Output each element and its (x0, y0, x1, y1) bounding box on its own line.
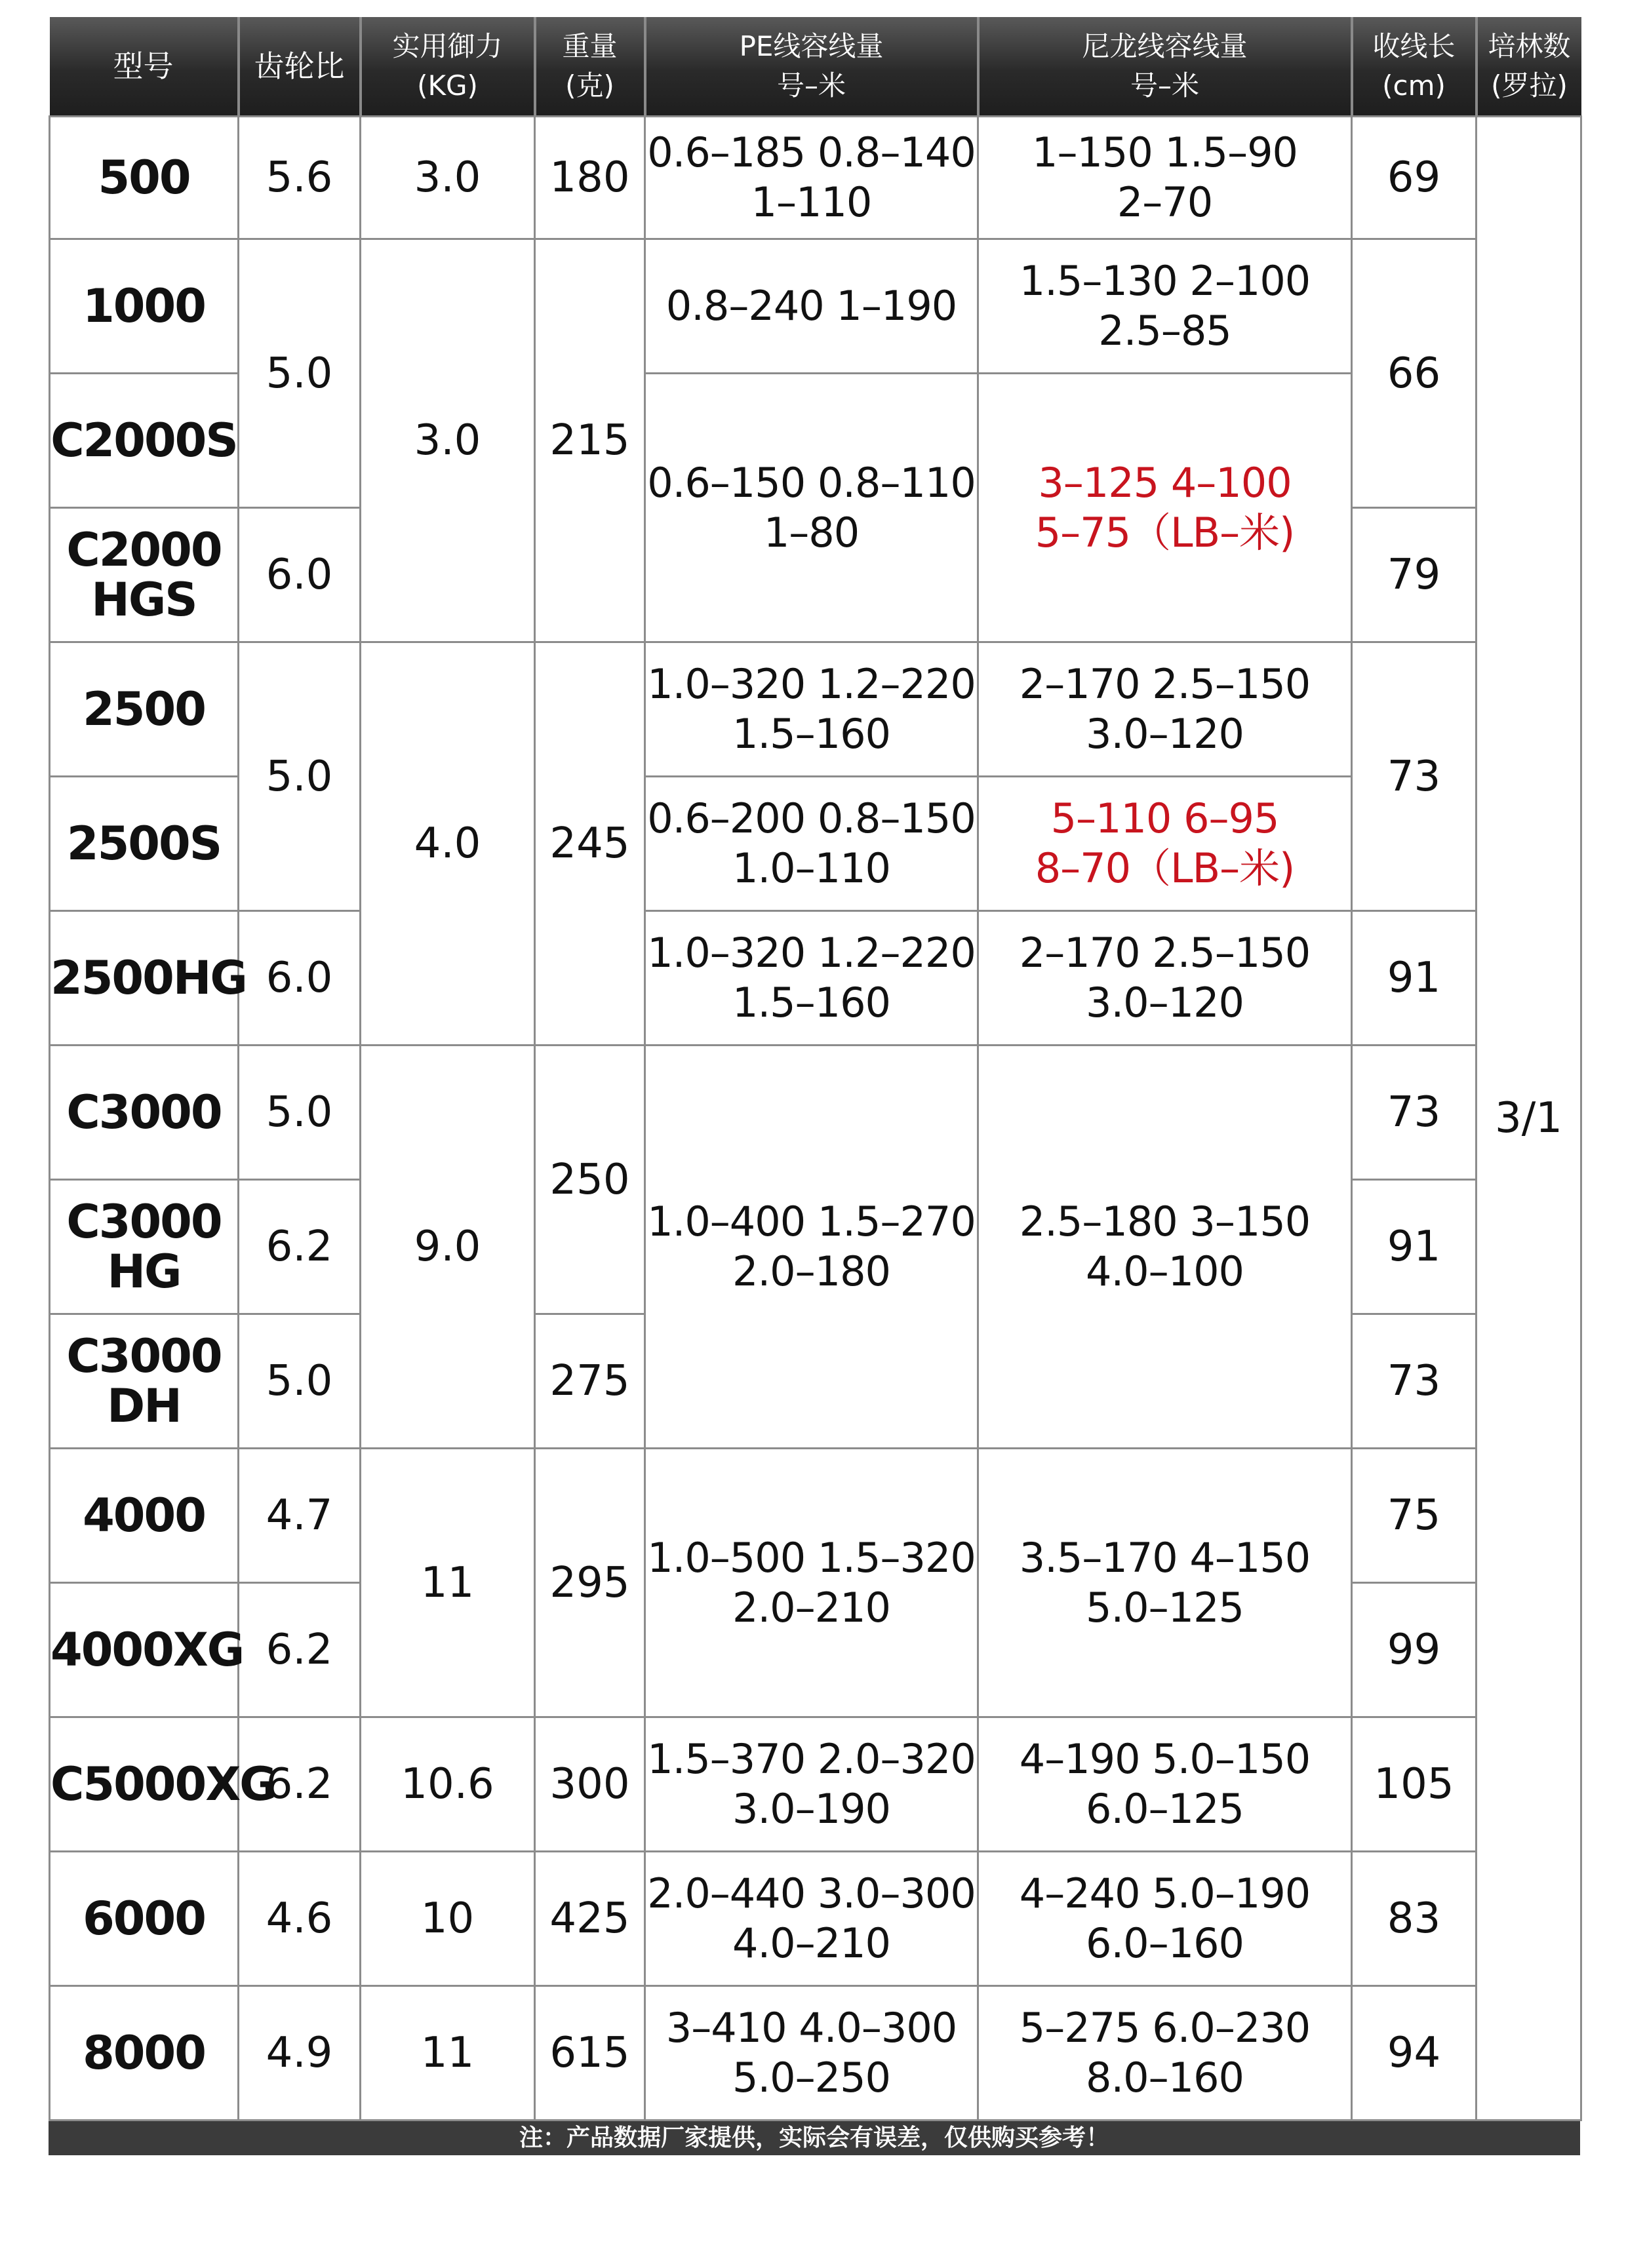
header-weight: 重量 (克) (535, 17, 645, 117)
table-row (50, 1986, 1581, 2121)
model-cell: 4000 (50, 1449, 239, 1583)
table-row (50, 1852, 1581, 1986)
weight-cell: 215 (535, 239, 645, 642)
bearings-cell: 3/1 (1477, 117, 1581, 2121)
header-drag: 实用御力 (KG) (361, 17, 535, 117)
nylon-capacity-cell: 2.5–180 3–150 4.0–100 (978, 1046, 1352, 1449)
gear-ratio-cell: 6.0 (239, 911, 361, 1046)
header-gear-ratio: 齿轮比 (239, 17, 361, 117)
retrieve-cell: 91 (1352, 911, 1477, 1046)
model-cell: C2000 HGS (50, 508, 239, 642)
model-cell: 6000 (50, 1852, 239, 1986)
nylon-capacity-cell: 2–170 2.5–150 3.0–120 (978, 642, 1352, 777)
header-pe-capacity: PE线容线量 号–米 (645, 17, 978, 117)
gear-ratio-cell: 5.0 (239, 1314, 361, 1449)
gear-ratio-cell: 4.7 (239, 1449, 361, 1583)
pe-capacity-cell: 3–410 4.0–300 5.0–250 (645, 1986, 978, 2121)
pe-capacity-cell: 1.0–400 1.5–270 2.0–180 (645, 1046, 978, 1449)
header-nylon-capacity: 尼龙线容线量 号–米 (978, 17, 1352, 117)
table-row (50, 1717, 1581, 1852)
gear-ratio-cell: 5.0 (239, 239, 361, 508)
weight-cell: 425 (535, 1852, 645, 1986)
table-row (50, 1449, 1581, 1583)
pe-capacity-cell: 0.6–200 0.8–150 1.0–110 (645, 777, 978, 911)
retrieve-cell: 83 (1352, 1852, 1477, 1986)
pe-capacity-cell: 1.5–370 2.0–320 3.0–190 (645, 1717, 978, 1852)
table-row (50, 239, 1581, 374)
pe-capacity-cell: 0.8–240 1–190 (645, 239, 978, 374)
nylon-capacity-cell: 1–150 1.5–90 2–70 (978, 117, 1352, 239)
table-row (50, 642, 1581, 777)
retrieve-cell: 91 (1352, 1180, 1477, 1314)
weight-cell: 300 (535, 1717, 645, 1852)
drag-cell: 3.0 (361, 117, 535, 239)
weight-cell: 295 (535, 1449, 645, 1717)
retrieve-cell: 75 (1352, 1449, 1477, 1583)
model-cell: 1000 (50, 239, 239, 374)
weight-cell: 275 (535, 1314, 645, 1449)
header-row (50, 17, 1581, 117)
gear-ratio-cell: 6.2 (239, 1180, 361, 1314)
nylon-capacity-cell: 5–275 6.0–230 8.0–160 (978, 1986, 1352, 2121)
retrieve-cell: 99 (1352, 1583, 1477, 1717)
nylon-capacity-cell: 1.5–130 2–100 2.5–85 (978, 239, 1352, 374)
nylon-capacity-cell: 3–125 4–100 5–75（LB–米) (978, 374, 1352, 642)
gear-ratio-cell: 6.0 (239, 508, 361, 642)
spec-sheet (49, 17, 1580, 2155)
model-cell: C3000 (50, 1046, 239, 1180)
spec-table (49, 17, 1582, 2121)
model-cell: C2000S (50, 374, 239, 508)
drag-cell: 9.0 (361, 1046, 535, 1449)
gear-ratio-cell: 5.0 (239, 642, 361, 911)
table-row (50, 1046, 1581, 1180)
retrieve-cell: 79 (1352, 508, 1477, 642)
header-retrieve: 收线长 (cm) (1352, 17, 1477, 117)
pe-capacity-cell: 0.6–185 0.8–140 1–110 (645, 117, 978, 239)
header-model: 型号 (50, 17, 239, 117)
model-cell: C3000 DH (50, 1314, 239, 1449)
retrieve-cell: 66 (1352, 239, 1477, 508)
gear-ratio-cell: 5.0 (239, 1046, 361, 1180)
weight-cell: 250 (535, 1046, 645, 1314)
nylon-capacity-cell: 5–110 6–95 8–70（LB–米) (978, 777, 1352, 911)
gear-ratio-cell: 4.6 (239, 1852, 361, 1986)
retrieve-cell: 69 (1352, 117, 1477, 239)
nylon-capacity-cell: 2–170 2.5–150 3.0–120 (978, 911, 1352, 1046)
model-cell: 4000XG (50, 1583, 239, 1717)
weight-cell: 180 (535, 117, 645, 239)
model-cell: 2500S (50, 777, 239, 911)
retrieve-cell: 94 (1352, 1986, 1477, 2121)
model-cell: 2500 (50, 642, 239, 777)
drag-cell: 11 (361, 1986, 535, 2121)
pe-capacity-cell: 1.0–500 1.5–320 2.0–210 (645, 1449, 978, 1717)
header-bearings: 培林数 (罗拉) (1477, 17, 1581, 117)
drag-cell: 3.0 (361, 239, 535, 642)
model-cell: C5000XG (50, 1717, 239, 1852)
nylon-capacity-cell: 4–190 5.0–150 6.0–125 (978, 1717, 1352, 1852)
retrieve-cell: 73 (1352, 1314, 1477, 1449)
pe-capacity-cell: 2.0–440 3.0–300 4.0–210 (645, 1852, 978, 1986)
drag-cell: 4.0 (361, 642, 535, 1046)
gear-ratio-cell: 4.9 (239, 1986, 361, 2121)
drag-cell: 11 (361, 1449, 535, 1717)
table-row (50, 117, 1581, 239)
retrieve-cell: 105 (1352, 1717, 1477, 1852)
retrieve-cell: 73 (1352, 642, 1477, 911)
drag-cell: 10.6 (361, 1717, 535, 1852)
weight-cell: 245 (535, 642, 645, 1046)
disclaimer-note: 注：产品数据厂家提供，实际会有误差，仅供购买参考！ (49, 2121, 1580, 2155)
gear-ratio-cell: 6.2 (239, 1717, 361, 1852)
pe-capacity-cell: 1.0–320 1.2–220 1.5–160 (645, 642, 978, 777)
pe-capacity-cell: 0.6–150 0.8–110 1–80 (645, 374, 978, 642)
weight-cell: 615 (535, 1986, 645, 2121)
drag-cell: 10 (361, 1852, 535, 1986)
nylon-capacity-cell: 4–240 5.0–190 6.0–160 (978, 1852, 1352, 1986)
nylon-capacity-cell: 3.5–170 4–150 5.0–125 (978, 1449, 1352, 1717)
model-cell: C3000 HG (50, 1180, 239, 1314)
pe-capacity-cell: 1.0–320 1.2–220 1.5–160 (645, 911, 978, 1046)
model-cell: 2500HG (50, 911, 239, 1046)
table-row (50, 911, 1581, 1046)
gear-ratio-cell: 5.6 (239, 117, 361, 239)
model-cell: 500 (50, 117, 239, 239)
retrieve-cell: 73 (1352, 1046, 1477, 1180)
gear-ratio-cell: 6.2 (239, 1583, 361, 1717)
model-cell: 8000 (50, 1986, 239, 2121)
